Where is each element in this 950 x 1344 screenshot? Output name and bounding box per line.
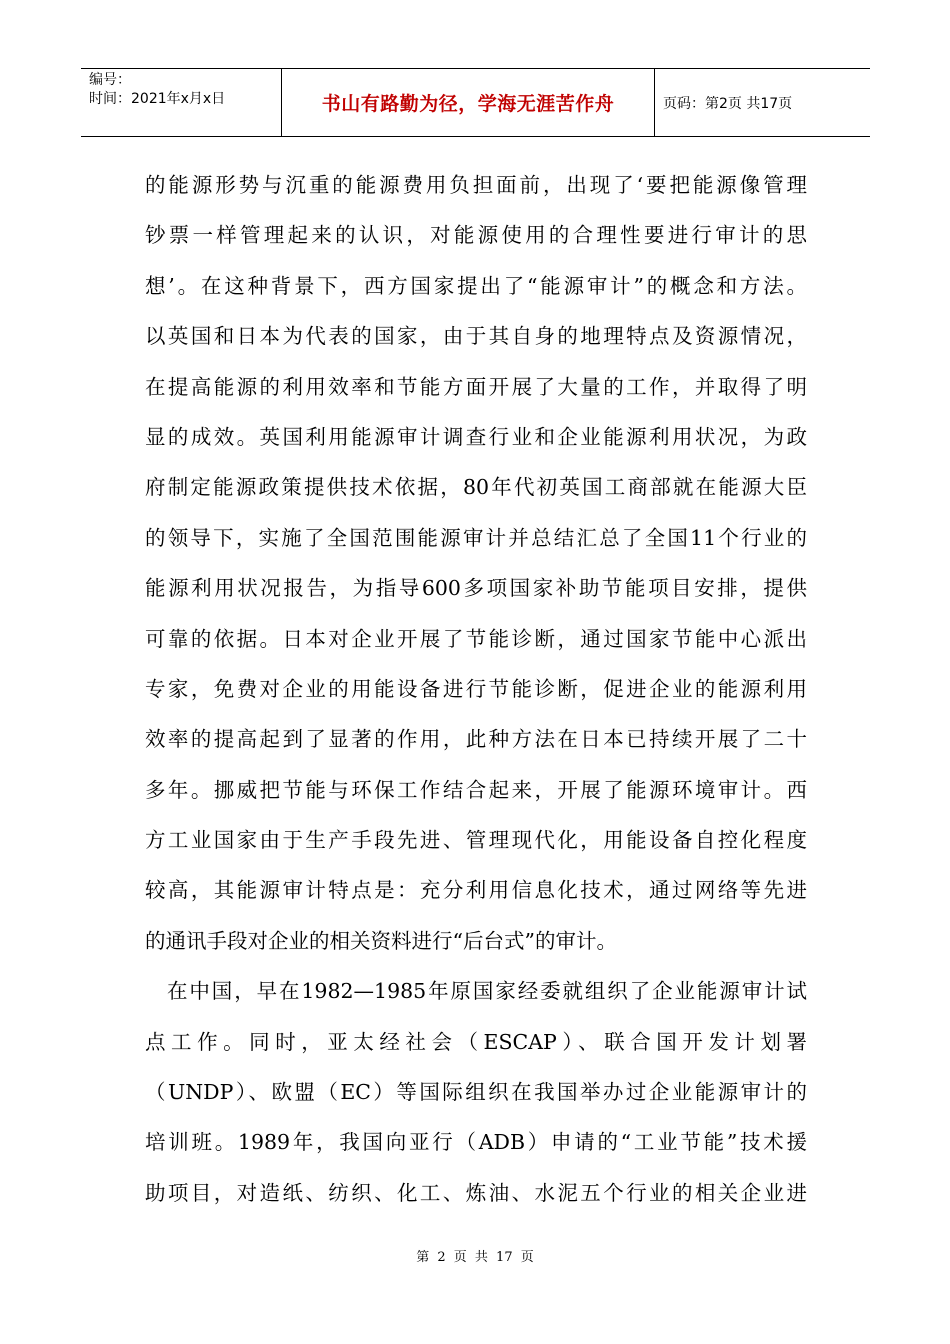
text-line: 钞票一样管理起来的认识，对能源使用的合理性要进行审计的思 (145, 223, 807, 248)
text-line: 培训班。1989年，我国向亚行（ADB）申请的“工业节能”技术援 (145, 1130, 807, 1155)
text-line: 较高，其能源审计特点是：充分利用信息化技术，通过网络等先进 (145, 878, 807, 903)
header-motto: 书山有路勤为径，学海无涯苦作舟 (282, 69, 655, 136)
text-line: 在提高能源的利用效率和节能方面开展了大量的工作，并取得了明 (145, 374, 807, 399)
text-line: 的能源形势与沉重的能源费用负担面前，出现了‘要把能源像管理 (145, 173, 807, 197)
text-line: （UNDP）、欧盟（EC）等国际组织在我国举办过企业能源审计的 (145, 1080, 807, 1105)
text-line: 点工作。同时，亚太经社会（ESCAP）、联合国开发计划署 (145, 1029, 807, 1054)
body-text (145, 160, 807, 1218)
text-line: 方工业国家由于生产手段先进、管理现代化，用能设备自控化程度 (145, 828, 807, 853)
text-line: 效率的提高起到了显著的作用，此种方法在日本已持续开展了二十 (145, 727, 807, 752)
text-line: 的通讯手段对企业的相关资料进行“后台式”的审计。 (145, 928, 617, 953)
text-line: 专家，免费对企业的用能设备进行节能诊断，促进企业的能源利用 (145, 676, 807, 701)
text-line: 的领导下，实施了全国范围能源审计并总结汇总了全国11个行业的 (145, 525, 807, 550)
page-footer: 第 2 页 共 17 页 (416, 1250, 534, 1265)
text-line: 能源利用状况报告，为指导600多项国家补助节能项目安排，提供 (145, 576, 807, 601)
header-left-cell (81, 69, 282, 136)
text-line: 在中国，早在1982—1985年原国家经委就组织了企业能源审计试 (167, 979, 807, 1004)
text-line: 可靠的依据。日本对企业开展了节能诊断，通过国家节能中心派出 (145, 626, 807, 651)
document-number-label: 编号： (89, 72, 131, 88)
text-line: 以英国和日本为代表的国家，由于其自身的地理特点及资源情况， (145, 324, 807, 349)
text-line: 府制定能源政策提供技术依据，80年代初英国工商部就在能源大臣 (145, 475, 807, 500)
document-date: 时间：2021年x月x日 (89, 91, 226, 107)
text-line: 多年。挪威把节能与环保工作结合起来，开展了能源环境审计。西 (145, 777, 807, 802)
header-page-info: 页码：第2页 共17页 (663, 95, 793, 112)
text-line: 助项目，对造纸、纺织、化工、炼油、水泥五个行业的相关企业进 (145, 1180, 807, 1205)
text-line: 显的成效。英国利用能源审计调查行业和企业能源利用状况，为政 (145, 424, 807, 449)
text-line: 想’。在这种背景下，西方国家提出了“能源审计”的概念和方法。 (145, 273, 807, 298)
page-header (81, 68, 870, 137)
